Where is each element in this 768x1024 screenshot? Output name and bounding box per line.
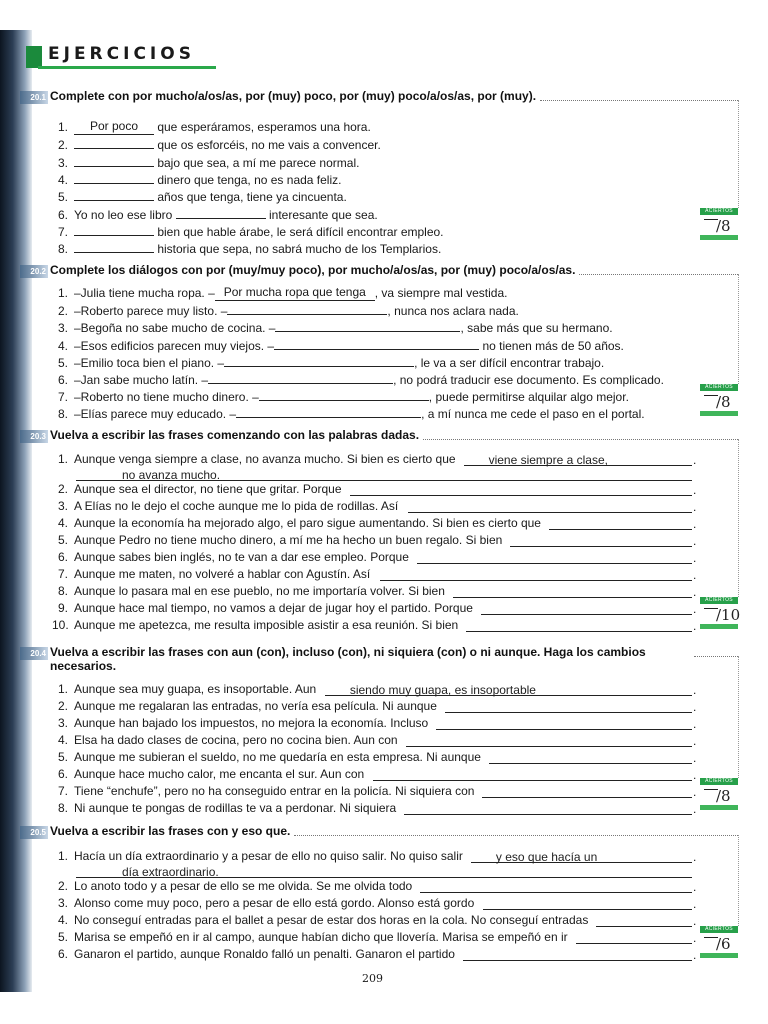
answer-blank[interactable] bbox=[74, 155, 154, 167]
item-number: 2. bbox=[57, 482, 68, 496]
item-number: 7. bbox=[57, 567, 68, 581]
item-text: No conseguí entradas para el ballet a pesar de estar dos horas en la cola. No conseguí entradas bbox=[74, 913, 589, 927]
exercise-item bbox=[52, 189, 347, 204]
score-underbar bbox=[700, 953, 738, 958]
exercise-item bbox=[52, 452, 456, 466]
answer-line[interactable] bbox=[463, 960, 692, 961]
item-text-after: no tienen más de 50 años. bbox=[479, 338, 624, 353]
item-number: 1. bbox=[57, 286, 68, 300]
item-number: 2. bbox=[57, 879, 68, 893]
answer-blank[interactable] bbox=[227, 303, 387, 315]
line-end-period: . bbox=[693, 568, 697, 582]
item-number: 6. bbox=[57, 207, 68, 222]
answer-line[interactable] bbox=[483, 909, 692, 910]
item-number: 8. bbox=[57, 407, 68, 422]
item-text: Aunque me apetezca, me resulta imposible asistir a esa reunión. Si bien bbox=[74, 618, 459, 632]
item-text: Aunque me regalaran las entradas, no vería esa película. Ni aunque bbox=[74, 699, 437, 713]
score-underbar bbox=[700, 235, 738, 240]
line-end-period: . bbox=[693, 948, 697, 962]
instruction-dotted-line bbox=[294, 835, 738, 836]
exercise-item bbox=[52, 516, 541, 530]
item-text-after: , nunca nos aclara nada. bbox=[387, 304, 519, 319]
answer-line[interactable] bbox=[417, 563, 692, 564]
section-right-rule bbox=[738, 100, 739, 208]
exercise-item bbox=[52, 733, 398, 747]
instruction-dotted-line bbox=[579, 274, 738, 275]
item-number: 5. bbox=[57, 355, 68, 370]
score-total: /6 bbox=[716, 935, 731, 953]
exercise-item bbox=[52, 286, 507, 301]
item-number: 1. bbox=[57, 682, 68, 696]
answer-blank[interactable] bbox=[275, 320, 460, 332]
item-number: 6. bbox=[57, 550, 68, 564]
header-accent-block bbox=[26, 46, 42, 68]
score-underbar bbox=[700, 411, 738, 416]
item-text: Aunque sea el director, no tiene que gritar. Porque bbox=[74, 482, 342, 496]
answer-line[interactable] bbox=[373, 780, 692, 781]
item-number: 7. bbox=[57, 390, 68, 405]
exercise-number-badge: 20.1 bbox=[20, 91, 48, 104]
item-text: Aunque venga siempre a clase, no avanza mucho. Si bien es cierto que bbox=[74, 452, 456, 466]
item-number: 5. bbox=[57, 750, 68, 764]
answer-line[interactable] bbox=[482, 797, 692, 798]
exercise-number-badge: 20.2 bbox=[20, 265, 48, 278]
exercise-item bbox=[52, 241, 441, 256]
exercise-item bbox=[52, 320, 613, 335]
score-total: /8 bbox=[716, 787, 731, 805]
exercise-instruction: Complete los diálogos con por (muy/muy poco), por mucho/a/os/as, por (muy) poco/a/os/as. bbox=[50, 263, 576, 277]
score-fraction bbox=[700, 604, 740, 624]
answer-line[interactable] bbox=[380, 580, 692, 581]
answer-blank[interactable] bbox=[74, 224, 154, 236]
item-number: 4. bbox=[57, 516, 68, 530]
score-box bbox=[700, 926, 740, 958]
line-end-period: . bbox=[693, 534, 697, 548]
item-number: 8. bbox=[57, 242, 68, 257]
section-right-rule bbox=[738, 274, 739, 384]
exercise-instruction: Vuelva a escribir las frases con aun (con), incluso (con), ni siquiera (con) o ni aunque. Haga los cambios necesarios. bbox=[50, 645, 646, 673]
line-end-period: . bbox=[693, 785, 697, 799]
item-number: 5. bbox=[57, 930, 68, 944]
answer-line[interactable] bbox=[420, 892, 692, 893]
item-number: 4. bbox=[57, 913, 68, 927]
exercise-item bbox=[52, 618, 458, 632]
item-text-before: –Roberto parece muy listo. – bbox=[74, 304, 228, 319]
score-box bbox=[700, 597, 740, 629]
item-text-after: , a mí nunca me cede el paso en el portal. bbox=[421, 407, 645, 422]
exercise-item bbox=[52, 879, 412, 893]
score-label: ACIERTOS bbox=[700, 597, 738, 604]
answer-blank[interactable] bbox=[74, 137, 154, 149]
answer-line[interactable] bbox=[445, 712, 692, 713]
item-text: Marisa se empeñó en ir al campo, aunque habían dicho que llovería. Marisa se empeñó en ir bbox=[74, 930, 568, 944]
item-text: Ganaron el partido, aunque Ronaldo falló un penalti. Ganaron el partido bbox=[74, 947, 455, 961]
item-number: 6. bbox=[57, 947, 68, 961]
item-text-after: bajo que sea, a mí me parece normal. bbox=[154, 155, 360, 170]
item-number: 3. bbox=[57, 499, 68, 513]
score-label: ACIERTOS bbox=[700, 778, 738, 785]
handwritten-answer: siendo muy guapa, es insoportable bbox=[349, 683, 536, 697]
answer-blank[interactable] bbox=[259, 389, 429, 401]
line-end-period: . bbox=[693, 500, 697, 514]
item-number: 1. bbox=[57, 849, 68, 863]
answer-line[interactable] bbox=[576, 943, 692, 944]
score-total: /10 bbox=[716, 606, 741, 624]
line-end-period: . bbox=[693, 880, 697, 894]
exercise-item bbox=[52, 499, 398, 513]
item-text-before: –Jan sabe mucho latín. – bbox=[74, 373, 209, 387]
exercise-item bbox=[52, 355, 604, 370]
handwritten-answer-continued: no avanza mucho. bbox=[122, 468, 221, 482]
line-end-period: . bbox=[693, 551, 697, 565]
exercise-instruction: Vuelva a escribir las frases con y eso que. bbox=[50, 824, 291, 838]
line-end-period: . bbox=[693, 717, 697, 731]
item-text-after: años que tenga, tiene ya cincuenta. bbox=[154, 190, 347, 205]
item-text-after: bien que hable árabe, le será difícil encontrar empleo. bbox=[154, 224, 444, 239]
item-text-after: , sabe más que su hermano. bbox=[460, 321, 613, 336]
item-text: Alonso come muy poco, pero a pesar de ello está gordo. Alonso está gordo bbox=[74, 896, 475, 910]
exercise-item bbox=[52, 784, 474, 798]
score-fraction bbox=[700, 215, 740, 235]
line-end-period: . bbox=[693, 768, 697, 782]
line-end-period: . bbox=[693, 734, 697, 748]
exercise-number-badge: 20.4 bbox=[20, 647, 48, 660]
item-text-after: que os esforcéis, no me vais a convencer. bbox=[154, 138, 381, 153]
answer-line[interactable] bbox=[489, 763, 692, 764]
line-end-period: . bbox=[693, 914, 697, 928]
score-total: /8 bbox=[716, 217, 731, 235]
item-number: 9. bbox=[57, 601, 68, 615]
answer-blank[interactable] bbox=[176, 207, 266, 219]
item-text-after: interesante que sea. bbox=[265, 207, 378, 222]
exercise-item bbox=[52, 767, 364, 781]
exercise-item bbox=[52, 338, 624, 353]
item-text: Aunque me maten, no volveré a hablar con Agustín. Así bbox=[74, 567, 371, 581]
handwritten-answer: Por poco bbox=[89, 119, 139, 133]
line-end-period: . bbox=[693, 931, 697, 945]
item-text-before: –Begoña no sabe mucho de cocina. – bbox=[74, 321, 276, 336]
item-number: 8. bbox=[57, 801, 68, 815]
item-number: 2. bbox=[57, 304, 68, 319]
exercise-item bbox=[52, 207, 378, 222]
exercise-item bbox=[52, 930, 568, 944]
score-underbar bbox=[700, 624, 738, 629]
score-total: /8 bbox=[716, 393, 731, 411]
section-right-rule bbox=[738, 656, 739, 778]
item-number: 6. bbox=[57, 767, 68, 781]
item-text: Aunque hace mucho calor, me encanta el sur. Aun con bbox=[74, 767, 365, 781]
answer-blank[interactable] bbox=[74, 120, 154, 135]
item-number: 3. bbox=[57, 896, 68, 910]
item-text: Aunque Pedro no tiene mucho dinero, a mí me ha hecho un buen regalo. Si bien bbox=[74, 533, 503, 547]
page-number: 209 bbox=[362, 972, 383, 985]
item-number: 3. bbox=[57, 716, 68, 730]
exercise-item bbox=[52, 947, 455, 961]
item-text: Aunque han bajado los impuestos, no mejora la economía. Incluso bbox=[74, 716, 429, 730]
exercise-number-badge: 20.5 bbox=[20, 826, 48, 839]
item-text: A Elías no le dejo el coche aunque me lo pida de rodillas. Así bbox=[74, 499, 399, 513]
item-number: 5. bbox=[57, 533, 68, 547]
section-right-rule bbox=[738, 835, 739, 926]
exercise-instruction: Vuelva a escribir las frases comenzando con las palabras dadas. bbox=[50, 428, 420, 442]
answer-line[interactable] bbox=[408, 512, 692, 513]
exercise-item bbox=[52, 801, 396, 815]
exercise-item bbox=[52, 137, 381, 152]
score-label: ACIERTOS bbox=[700, 384, 738, 391]
item-text-after: , le va a ser difícil encontrar trabajo. bbox=[414, 355, 605, 370]
line-end-period: . bbox=[693, 619, 697, 633]
page-title: EJERCICIOS bbox=[48, 44, 195, 64]
exercise-number-badge: 20.3 bbox=[20, 430, 48, 443]
line-end-period: . bbox=[693, 517, 697, 531]
exercise-item bbox=[52, 303, 519, 318]
item-text: Tiene “enchufe”, pero no ha conseguido entrar en la policía. Ni siquiera con bbox=[74, 784, 475, 798]
header-underline bbox=[38, 66, 216, 69]
answer-line[interactable] bbox=[596, 926, 692, 927]
line-end-period: . bbox=[693, 585, 697, 599]
item-number: 4. bbox=[57, 338, 68, 353]
exercise-item bbox=[52, 224, 444, 239]
line-end-period: . bbox=[693, 751, 697, 765]
score-label: ACIERTOS bbox=[700, 926, 738, 933]
item-number: 8. bbox=[57, 584, 68, 598]
answer-line[interactable] bbox=[436, 729, 692, 730]
answer-blank[interactable] bbox=[274, 338, 479, 350]
score-fraction bbox=[700, 391, 740, 411]
handwritten-answer: Por mucha ropa que tenga bbox=[223, 285, 366, 299]
answer-blank[interactable] bbox=[74, 189, 154, 201]
exercise-item bbox=[52, 389, 629, 404]
exercise-item bbox=[52, 550, 409, 564]
exercise-item bbox=[52, 584, 445, 598]
score-fraction bbox=[700, 785, 740, 805]
item-text: Lo anoto todo y a pesar de ello se me olvida. Se me olvida todo bbox=[74, 879, 413, 893]
handwritten-answer-continued: día extraordinario. bbox=[122, 865, 219, 879]
item-text: Aunque hace mal tiempo, no vamos a dejar de jugar hoy el partido. Porque bbox=[74, 601, 473, 615]
item-text: Ni aunque te pongas de rodillas te va a perdonar. Ni siquiera bbox=[74, 801, 397, 815]
exercise-item bbox=[52, 482, 342, 496]
score-fraction bbox=[700, 933, 740, 953]
exercise-item bbox=[52, 750, 481, 764]
exercise-item bbox=[52, 406, 645, 421]
answer-line[interactable] bbox=[350, 495, 692, 496]
item-number: 7. bbox=[57, 784, 68, 798]
item-text-after: , no podrá traducir ese documento. Es complicado. bbox=[393, 373, 664, 387]
exercise-item bbox=[52, 120, 371, 135]
answer-blank[interactable] bbox=[215, 286, 375, 301]
answer-line[interactable] bbox=[549, 529, 692, 530]
answer-blank[interactable] bbox=[74, 172, 154, 184]
exercise-item bbox=[52, 533, 502, 547]
answer-blank[interactable] bbox=[74, 241, 154, 253]
item-number: 3. bbox=[57, 321, 68, 336]
item-text: Aunque sabes bien inglés, no te van a dar ese empleo. Porque bbox=[74, 550, 409, 564]
item-text-after: dinero que tenga, no es nada feliz. bbox=[154, 172, 342, 187]
answer-line[interactable] bbox=[510, 546, 692, 547]
instruction-dotted-line bbox=[423, 439, 738, 440]
item-text: Aunque sea muy guapa, es insoportable. Aun bbox=[74, 682, 317, 696]
item-text: Hacía un día extraordinario y a pesar de ello no quiso salir. No quiso salir bbox=[74, 849, 463, 863]
item-text-after: que esperáramos, esperamos una hora. bbox=[154, 120, 371, 134]
item-text-after: historia que sepa, no sabrá mucho de los Templarios. bbox=[154, 242, 442, 257]
handwritten-answer: y eso que hacía un bbox=[495, 850, 598, 864]
item-text: Aunque me subieran el sueldo, no me quedaría en esta empresa. Ni aunque bbox=[74, 750, 481, 764]
line-end-period: . bbox=[693, 453, 697, 467]
item-text-before: –Elías parece muy educado. – bbox=[74, 407, 237, 422]
exercise-item bbox=[52, 372, 664, 387]
item-text-before: –Emilio toca bien el piano. – bbox=[74, 355, 225, 370]
item-number: 7. bbox=[57, 224, 68, 239]
item-text-before: –Julia tiene mucha ropa. – bbox=[74, 286, 215, 300]
item-number: 10. bbox=[52, 618, 69, 632]
line-end-period: . bbox=[693, 897, 697, 911]
answer-line[interactable] bbox=[453, 597, 692, 598]
instruction-dotted-line bbox=[694, 656, 738, 657]
score-box bbox=[700, 778, 740, 810]
item-text: Aunque la economía ha mejorado algo, el paro sigue aumentando. Si bien es cierto que bbox=[74, 516, 541, 530]
score-box bbox=[700, 384, 740, 416]
answer-blank[interactable] bbox=[208, 372, 393, 384]
answer-blank[interactable] bbox=[224, 355, 414, 367]
item-text-after: , va siempre mal vestida. bbox=[374, 286, 508, 300]
item-number: 1. bbox=[57, 452, 68, 466]
answer-line[interactable] bbox=[466, 631, 692, 632]
exercise-item bbox=[52, 682, 316, 696]
book-spine-shadow bbox=[0, 30, 32, 992]
exercise-item bbox=[52, 913, 588, 927]
exercise-item bbox=[52, 172, 341, 187]
answer-line[interactable] bbox=[404, 814, 692, 815]
exercise-item bbox=[52, 896, 474, 910]
exercise-item bbox=[52, 601, 473, 615]
answer-line[interactable] bbox=[406, 746, 692, 747]
line-end-period: . bbox=[693, 700, 697, 714]
answer-line[interactable] bbox=[481, 614, 692, 615]
item-text: Aunque lo pasara mal en ese pueblo, no me importaría volver. Si bien bbox=[74, 584, 445, 598]
handwritten-answer: viene siempre a clase, bbox=[488, 453, 608, 467]
line-end-period: . bbox=[693, 802, 697, 816]
item-number: 2. bbox=[57, 138, 68, 153]
item-number: 3. bbox=[57, 155, 68, 170]
answer-blank[interactable] bbox=[236, 406, 421, 418]
exercise-item bbox=[52, 567, 370, 581]
item-text-after: , puede permitirse alquilar algo mejor. bbox=[428, 390, 629, 405]
line-end-period: . bbox=[693, 602, 697, 616]
item-text-before: –Roberto no tiene mucho dinero. – bbox=[74, 390, 259, 405]
score-label: ACIERTOS bbox=[700, 208, 738, 215]
exercise-item bbox=[52, 716, 428, 730]
item-number: 1. bbox=[57, 120, 68, 134]
line-end-period: . bbox=[693, 683, 697, 697]
instruction-dotted-line bbox=[540, 100, 738, 101]
item-number: 5. bbox=[57, 190, 68, 205]
exercise-instruction: Complete con por mucho/a/os/as, por (muy) poco, por (muy) poco/a/os/as, por (muy). bbox=[50, 89, 537, 103]
item-number: 6. bbox=[57, 373, 68, 387]
item-text-before: Yo no leo ese libro bbox=[74, 207, 176, 222]
exercise-item bbox=[52, 699, 437, 713]
score-underbar bbox=[700, 805, 738, 810]
item-number: 2. bbox=[57, 699, 68, 713]
section-right-rule bbox=[738, 439, 739, 597]
item-text-before: –Esos edificios parecen muy viejos. – bbox=[74, 338, 275, 353]
item-number: 4. bbox=[57, 733, 68, 747]
exercise-item bbox=[52, 155, 359, 170]
item-number: 4. bbox=[57, 172, 68, 187]
line-end-period: . bbox=[693, 483, 697, 497]
line-end-period: . bbox=[693, 850, 697, 864]
item-text: Elsa ha dado clases de cocina, pero no cocina bien. Aun con bbox=[74, 733, 398, 747]
exercise-item bbox=[52, 849, 463, 863]
score-box bbox=[700, 208, 740, 240]
